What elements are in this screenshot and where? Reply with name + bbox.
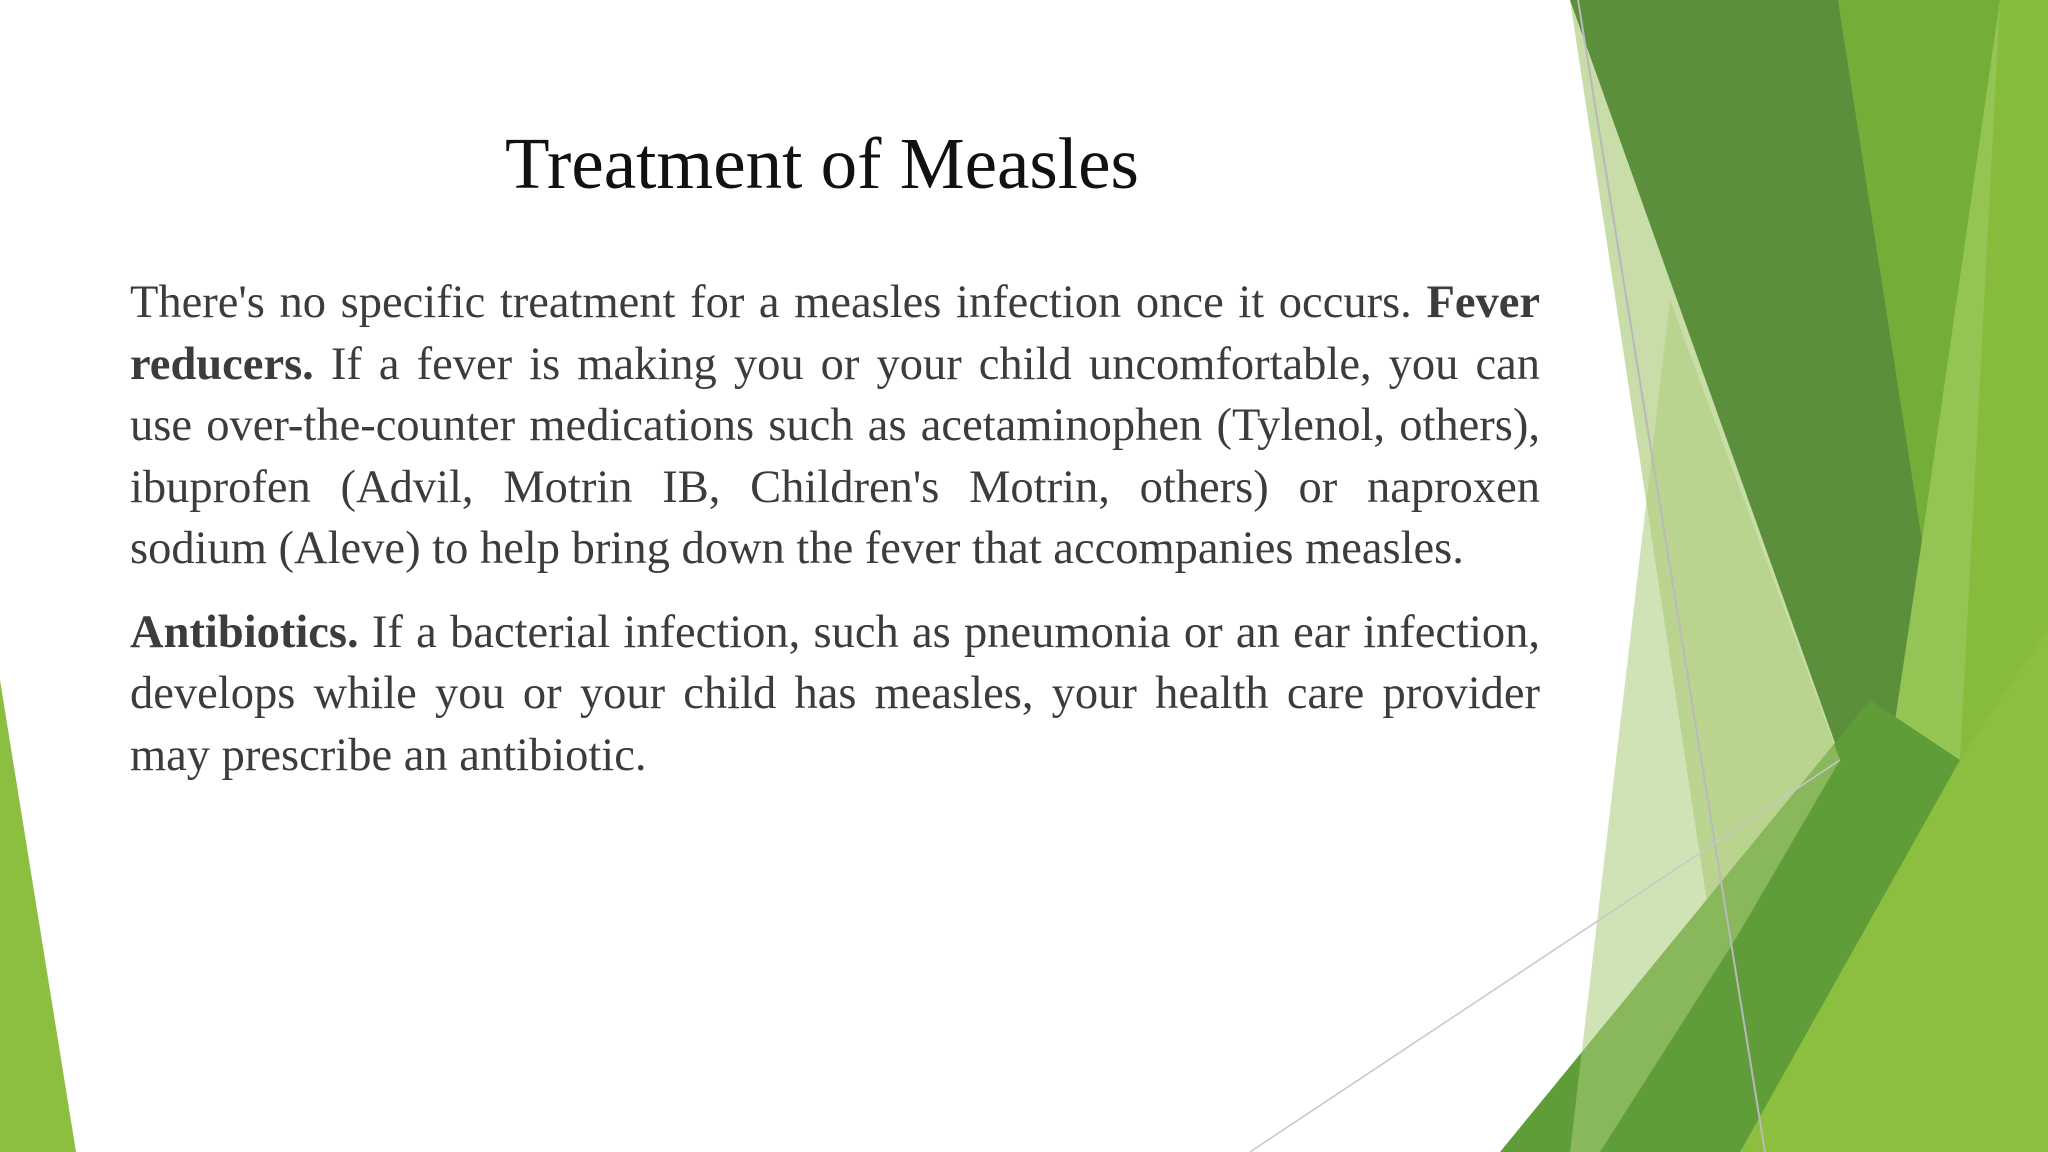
fever-reducers-heading: Fever reducers. (130, 277, 1541, 390)
intro-sentence: There's no specific treatment for a measles infection once it occurs. (130, 277, 1412, 328)
paragraph-fever (130, 272, 1540, 580)
slide-title: Treatment of Measles (505, 123, 1139, 204)
slide-body (130, 272, 1540, 786)
fever-reducers-text: If a fever is making you or your child uncomfortable, you can use over-the-counter medications such as acetaminophen (Tylenol, others), ibuprofen (Advil, Motrin IB, Children's Motrin, others) or naproxen sodium (Aleve) to help bring down the fever that accompanies measles. (130, 338, 1541, 574)
antibiotics-heading: Antibiotics. (130, 606, 359, 658)
paragraph-antibiotics (130, 602, 1540, 787)
left-green-wedge (0, 680, 76, 1152)
antibiotics-text: If a bacterial infection, such as pneumonia or an ear infection, develops while you or your child has measles, your health care provider may prescribe an antibiotic. (130, 606, 1541, 781)
